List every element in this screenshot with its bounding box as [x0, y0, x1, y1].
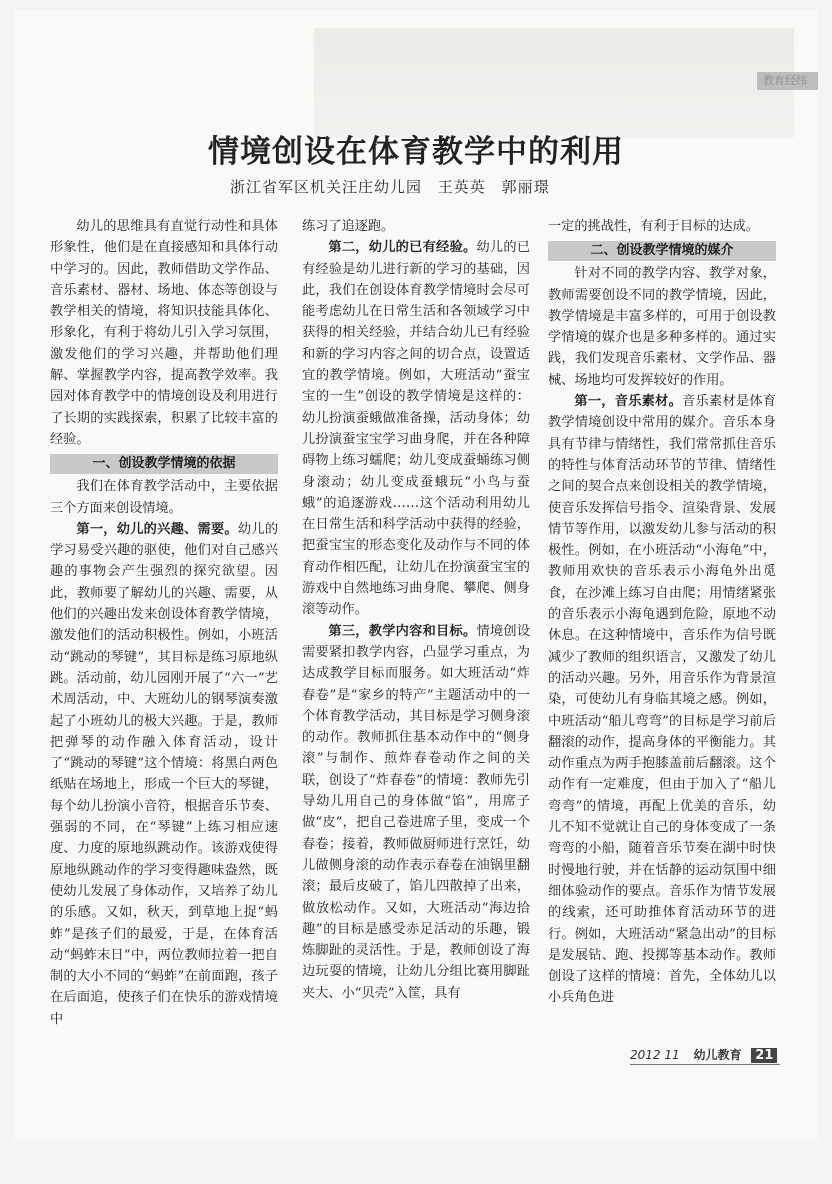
text-column-1 — [50, 216, 278, 1046]
lead-phrase: 第三，教学内容和目标。 — [328, 623, 477, 639]
text-column-2 — [302, 216, 530, 1046]
author-name-1: 王英英 — [437, 178, 486, 196]
text-column-3 — [548, 216, 776, 1046]
page-footer — [630, 1046, 777, 1063]
paragraph-body: 幼儿的已有经验是幼儿进行新的学习的基础，因此，我们在创设体育教学情境时会尽可能考虑幼儿在日常生活和各领域学习中获得的相关经验，并结合幼儿已有经验和新的学习内容之间的切合点，设置适宜的教学情境。例如，大班活动“蚕宝宝的一生”创设的教学情境是这样的：幼儿扮演蚕蛾做准备操，活动身体；幼儿扮演蚕宝宝学习曲身爬，并在各种障碍物上练习蠕爬；幼儿变成蚕蛹练习侧身滚动；幼儿变成蚕蛾玩“小鸟与蚕蛾”的追逐游戏……这个活动利用幼儿在日常生活和科学活动中获得的经验，把蚕宝宝的形态变化及动作与不同的体育动作相匹配，让幼儿在扮演蚕宝宝的游戏中自然地练习曲身爬、攀爬、侧身滚等动作。 — [302, 240, 530, 618]
paragraph: 我们在体育教学活动中，主要依据三个方面来创设情境。 — [50, 479, 278, 516]
paragraph — [548, 391, 776, 1009]
magazine-name: 幼儿教育 — [693, 1048, 742, 1062]
paragraph: 一定的挑战性，有利于目标的达成。 — [548, 219, 759, 234]
paragraph: 针对不同的教学内容、教学对象，教师需要创设不同的教学情境，因此，教学情境是丰富多样的，可用于创设教学情境的媒介也是多种多样的。通过实践，我们发现音乐素材、文学作品、器械、场地均可发挥较好的作用。 — [548, 266, 776, 388]
section-heading-1: 一、创设教学情境的依据 — [50, 454, 278, 474]
paragraph: 幼儿的思维具有直觉行动性和具体形象性，他们是在直接感知和具体行动中学习的。因此，教师借助文学作品、音乐素材、器材、场地、体态等创设与教学相关的情境，将知识技能具体化、形象化，有利于将幼儿引入学习氛围，激发他们的学习兴趣，并帮助他们理解、掌握教学内容，提高教学效率。我园对体育教学中的情境创设及利用进行了长期的实践探索，积累了比较丰富的经验。 — [50, 219, 278, 447]
page-number: 21 — [751, 1048, 777, 1063]
article-title: 情境创设在体育教学中的利用 — [208, 134, 624, 170]
paragraph-body: 情境创设需要紧扣教学内容，凸显学习重点，为达成教学目标而服务。如大班活动“炸春卷”是“家乡的特产”主题活动中的一个体育教学活动，其目标是学习侧身滚的动作。教师抓住基本动作中的“侧身滚”与制作、煎炸春卷动作之间的关联，创设了“炸春卷”的情境：教师先引导幼儿用自己的身体做“馅”，用席子做“皮”，把自己卷进席子里，变成一个春卷；接着，教师做厨师进行烹饪，幼儿做侧身滚的动作表示春卷在油锅里翻滚；最后皮破了，馅儿四散掉了出来，做放松动作。又如，大班活动“海边拾趣”的目标是感受赤足活动的乐趣，锻炼脚趾的灵活性。于是，教师创设了海边玩耍的情境，让幼儿分组比赛用脚趾夹大、小“贝壳”入筐，具有 — [302, 623, 530, 1001]
byline — [0, 176, 832, 197]
show-through-shading — [314, 28, 794, 138]
paragraph: 练习了追逐跑。 — [302, 219, 395, 234]
author-organization: 浙江省军区机关汪庄幼儿园 — [230, 178, 423, 196]
footer-rule — [630, 1064, 780, 1065]
author-name-2: 郭丽璟 — [501, 178, 550, 196]
section-header-tag: 教育经纬 — [757, 72, 818, 90]
section-heading-2: 二、创设教学情境的媒介 — [548, 241, 776, 261]
lead-phrase: 第一，幼儿的兴趣、需要。 — [76, 521, 238, 537]
lead-phrase: 第二，幼儿的已有经验。 — [328, 240, 477, 256]
paragraph-body: 幼儿的学习易受兴趣的驱使，他们对自己感兴趣的事物会产生强烈的探究欲望。因此，教师要了解幼儿的兴趣、需要，从他们的兴趣出发来创设体育教学情境，激发他们的活动积极性。例如，小班活动“跳动的琴键”，其目标是练习原地纵跳。活动前，幼儿园刚开展了“六一”艺术周活动，中、大班幼儿的钢琴演奏激起了小班幼儿的极大兴趣。于是，教师把弹琴的动作融入体育活动，设计了“跳动的琴键”这个情境：将黑白两色纸贴在场地上，形成一个巨大的琴键，每个幼儿扮演小音符，根据音乐节奏、强弱的不同，在“琴键”上练习相应速度、力度的原地纵跳动作。该游戏使得原地纵跳动作的学习变得趣味盎然，既使幼儿发展了身体动作，又培养了幼儿的乐感。又如，秋天，到草地上捉“蚂蚱”是孩子们的最爱，于是，在体育活动“蚂蚱末日”中，两位教师拉着一把自制的大小不同的“蚂蚱”在前面跑，孩子在后面追，使孩子们在快乐的游戏情境中 — [50, 521, 278, 1027]
paragraph-body: 音乐素材是体育教学情境创设中常用的媒介。音乐本身具有节律与情绪性，我们常常抓住音乐的特性与体育活动环节的节律、情绪性之间的契合点来创设相关的教学情境，使音乐发挥信号指令、渲染背景、发展情节等作用，以激发幼儿参与活动的积极性。例如，在小班活动“小海龟”中，教师用欢快的音乐表示小海龟外出觅食，在沙滩上练习自由爬；用情绪紧张的音乐表示小海龟遇到危险，原地不动休息。在这种情境中，音乐作为信号既减少了教师的组织语言，又激发了幼儿的活动兴趣。另外，用音乐作为背景渲染，可使幼儿有身临其境之感。例如，中班活动“船儿弯弯”的目标是学习前后翻滚的动作，提高身体的平衡能力。其动作重点为两手抱膝盖前后翻滚。这个动作有一定难度，但由于加入了“船儿弯弯”的情境，再配上优美的音乐，幼儿不知不觉就让自己的身体变成了一条弯弯的小船，随着音乐节奏在湖中时快时慢地行驶，并在恬静的运动氛围中细细体验动作的要点。音乐作为情节发展的线索，还可助推体育活动环节的进行。例如，大班活动“紧急出动”的目标是发展钻、跑、投掷等基本动作。教师创设了这样的情境：首先，全体幼儿以小兵角色进 — [548, 394, 776, 1006]
lead-phrase: 第一，音乐素材。 — [574, 394, 683, 410]
paragraph — [50, 519, 278, 1030]
paragraph — [302, 621, 530, 1004]
paragraph — [302, 237, 530, 620]
issue-date: 2012 11 — [630, 1048, 680, 1062]
